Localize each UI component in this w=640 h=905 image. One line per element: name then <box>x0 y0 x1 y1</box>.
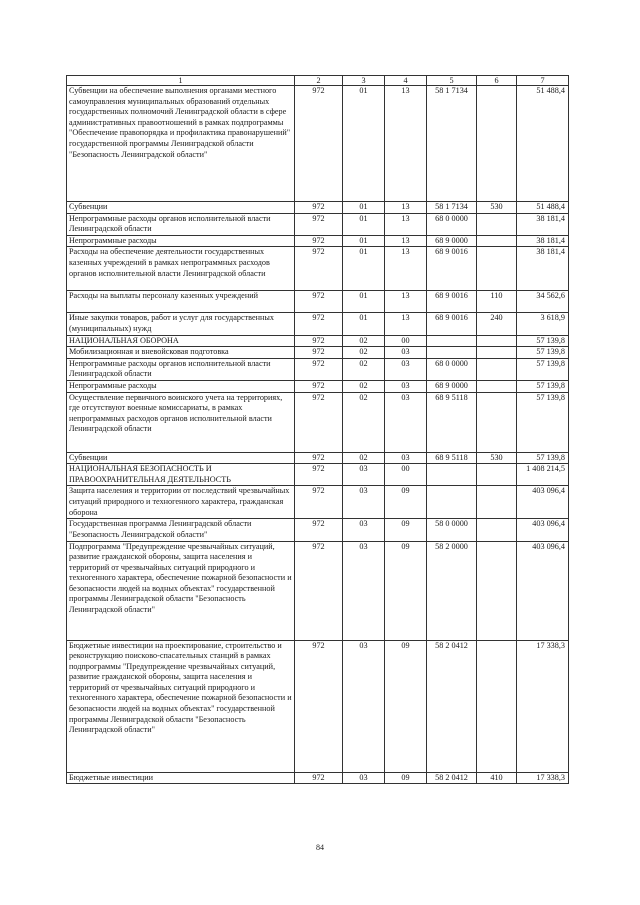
cell-name: Иные закупки товаров, работ и услуг для государственных (муниципальных) нужд <box>67 313 295 335</box>
table-row <box>67 358 569 380</box>
cell-section: 01 <box>343 235 385 247</box>
table-row <box>67 313 569 335</box>
cell-amount: 38 181,4 <box>517 235 569 247</box>
cell-subsection: 03 <box>385 358 427 380</box>
cell-subsection: 09 <box>385 519 427 541</box>
cell-admin-code: 972 <box>295 247 343 291</box>
cell-admin-code: 972 <box>295 486 343 519</box>
cell-section: 03 <box>343 464 385 486</box>
table-row <box>67 519 569 541</box>
cell-expense-type: 530 <box>477 452 517 464</box>
header-col-6: 6 <box>477 76 517 86</box>
cell-target-article: 58 2 0412 <box>427 772 477 784</box>
cell-subsection: 09 <box>385 486 427 519</box>
header-col-5: 5 <box>427 76 477 86</box>
cell-expense-type <box>477 247 517 291</box>
cell-amount: 57 139,8 <box>517 452 569 464</box>
cell-admin-code: 972 <box>295 541 343 640</box>
cell-expense-type <box>477 358 517 380</box>
budget-table <box>66 75 569 784</box>
cell-expense-type: 530 <box>477 202 517 214</box>
cell-amount: 1 408 214,5 <box>517 464 569 486</box>
cell-name: Расходы на обеспечение деятельности государственных казенных учреждений в рамках непрограммных расходов органов исполнительной власти Ленинградской области <box>67 247 295 291</box>
cell-amount: 57 139,8 <box>517 358 569 380</box>
header-col-1: 1 <box>67 76 295 86</box>
cell-amount: 403 096,4 <box>517 486 569 519</box>
table-row <box>67 247 569 291</box>
cell-target-article <box>427 464 477 486</box>
cell-expense-type <box>477 380 517 392</box>
cell-name: НАЦИОНАЛЬНАЯ ОБОРОНА <box>67 335 295 347</box>
cell-target-article: 58 1 7134 <box>427 202 477 214</box>
cell-target-article <box>427 486 477 519</box>
cell-target-article: 68 0 0000 <box>427 358 477 380</box>
cell-name: Непрограммные расходы <box>67 380 295 392</box>
cell-subsection: 13 <box>385 291 427 313</box>
cell-admin-code: 972 <box>295 86 343 202</box>
cell-admin-code: 972 <box>295 772 343 784</box>
cell-subsection: 03 <box>385 392 427 452</box>
cell-amount: 403 096,4 <box>517 541 569 640</box>
cell-section: 01 <box>343 291 385 313</box>
cell-expense-type: 240 <box>477 313 517 335</box>
cell-target-article: 58 2 0000 <box>427 541 477 640</box>
cell-amount: 57 139,8 <box>517 347 569 359</box>
cell-subsection: 03 <box>385 380 427 392</box>
cell-target-article: 68 9 5118 <box>427 452 477 464</box>
table-row <box>67 380 569 392</box>
cell-admin-code: 972 <box>295 519 343 541</box>
cell-name: Осуществление первичного воинского учета на территориях, где отсутствуют военные комиссариаты, в рамках непрограммных расходов органов исполнительной власти Ленинградской области <box>67 392 295 452</box>
cell-expense-type <box>477 213 517 235</box>
cell-name: Непрограммные расходы <box>67 235 295 247</box>
budget-table-sheet <box>66 75 568 784</box>
cell-name: Субвенции на обеспечение выполнения органами местного самоуправления муниципальных образований отдельных государственных полномочий Ленинградской области в сфере административных правоотношений в рамках подпрограммы "Обеспечение правопорядка и профилактика правонарушений" государственной программы Ленинградской области "Безопасность Ленинградской области" <box>67 86 295 202</box>
cell-section: 02 <box>343 392 385 452</box>
cell-target-article: 68 9 5118 <box>427 392 477 452</box>
cell-subsection: 00 <box>385 335 427 347</box>
cell-subsection: 03 <box>385 452 427 464</box>
cell-expense-type <box>477 486 517 519</box>
cell-section: 03 <box>343 486 385 519</box>
cell-section: 02 <box>343 347 385 359</box>
cell-target-article: 68 9 0000 <box>427 235 477 247</box>
cell-target-article: 68 9 0000 <box>427 380 477 392</box>
cell-expense-type <box>477 519 517 541</box>
table-row <box>67 347 569 359</box>
table-row <box>67 291 569 313</box>
cell-amount: 57 139,8 <box>517 335 569 347</box>
cell-target-article: 68 9 0016 <box>427 291 477 313</box>
header-col-7: 7 <box>517 76 569 86</box>
cell-name: Подпрограмма "Предупреждение чрезвычайных ситуаций, развитие гражданской обороны, защита населения и территорий от чрезвычайных ситуаций природного и техногенного характера, обеспечение пожарной безопасности и безопасности людей на водных объектах" государственной программы Ленинградской области "Безопасность Ленинградской области" <box>67 541 295 640</box>
cell-expense-type <box>477 235 517 247</box>
cell-admin-code: 972 <box>295 640 343 772</box>
cell-admin-code: 972 <box>295 464 343 486</box>
cell-section: 02 <box>343 335 385 347</box>
cell-amount: 51 488,4 <box>517 86 569 202</box>
cell-name: Мобилизационная и вневойсковая подготовка <box>67 347 295 359</box>
cell-subsection: 13 <box>385 313 427 335</box>
cell-amount: 3 618,9 <box>517 313 569 335</box>
cell-amount: 38 181,4 <box>517 213 569 235</box>
cell-amount: 17 338,3 <box>517 772 569 784</box>
cell-amount: 57 139,8 <box>517 392 569 452</box>
table-row <box>67 202 569 214</box>
cell-section: 01 <box>343 202 385 214</box>
cell-section: 01 <box>343 213 385 235</box>
cell-subsection: 13 <box>385 235 427 247</box>
table-row <box>67 335 569 347</box>
cell-target-article: 58 0 0000 <box>427 519 477 541</box>
cell-subsection: 03 <box>385 347 427 359</box>
cell-subsection: 13 <box>385 86 427 202</box>
cell-section: 03 <box>343 772 385 784</box>
cell-expense-type: 410 <box>477 772 517 784</box>
cell-name: Субвенции <box>67 202 295 214</box>
table-row <box>67 86 569 202</box>
cell-name: Расходы на выплаты персоналу казенных учреждений <box>67 291 295 313</box>
cell-section: 02 <box>343 452 385 464</box>
page-number: 84 <box>316 843 324 852</box>
cell-admin-code: 972 <box>295 291 343 313</box>
table-row <box>67 486 569 519</box>
cell-expense-type <box>477 464 517 486</box>
table-row <box>67 464 569 486</box>
cell-target-article: 68 9 0016 <box>427 313 477 335</box>
cell-target-article <box>427 335 477 347</box>
cell-admin-code: 972 <box>295 235 343 247</box>
header-col-4: 4 <box>385 76 427 86</box>
cell-admin-code: 972 <box>295 347 343 359</box>
table-row <box>67 452 569 464</box>
cell-name: Государственная программа Ленинградской области "Безопасность Ленинградской области" <box>67 519 295 541</box>
cell-target-article: 58 1 7134 <box>427 86 477 202</box>
cell-amount: 51 488,4 <box>517 202 569 214</box>
cell-section: 03 <box>343 640 385 772</box>
table-row <box>67 640 569 772</box>
table-body <box>67 86 569 784</box>
cell-name: Непрограммные расходы органов исполнительной власти Ленинградской области <box>67 213 295 235</box>
cell-expense-type <box>477 392 517 452</box>
cell-expense-type <box>477 640 517 772</box>
cell-amount: 403 096,4 <box>517 519 569 541</box>
cell-amount: 34 562,6 <box>517 291 569 313</box>
cell-expense-type: 110 <box>477 291 517 313</box>
table-row <box>67 392 569 452</box>
cell-name: Субвенции <box>67 452 295 464</box>
cell-expense-type <box>477 335 517 347</box>
cell-target-article: 68 9 0016 <box>427 247 477 291</box>
cell-section: 01 <box>343 313 385 335</box>
cell-expense-type <box>477 86 517 202</box>
header-col-2: 2 <box>295 76 343 86</box>
cell-amount: 17 338,3 <box>517 640 569 772</box>
cell-section: 02 <box>343 380 385 392</box>
cell-section: 03 <box>343 519 385 541</box>
cell-subsection: 09 <box>385 541 427 640</box>
cell-amount: 38 181,4 <box>517 247 569 291</box>
cell-target-article: 68 0 0000 <box>427 213 477 235</box>
cell-subsection: 13 <box>385 247 427 291</box>
table-row <box>67 772 569 784</box>
cell-subsection: 13 <box>385 202 427 214</box>
cell-name: Бюджетные инвестиции <box>67 772 295 784</box>
cell-expense-type <box>477 541 517 640</box>
cell-subsection: 00 <box>385 464 427 486</box>
cell-admin-code: 972 <box>295 358 343 380</box>
cell-name: Защита населения и территории от последствий чрезвычайных ситуаций природного и техногенного характера, гражданская оборона <box>67 486 295 519</box>
cell-section: 02 <box>343 358 385 380</box>
cell-name: Бюджетные инвестиции на проектирование, строительство и реконструкцию поисково-спасательных станций в рамках подпрограммы "Предупреждение чрезвычайных ситуаций, развитие гражданской обороны, защита населения и территорий от чрезвычайных ситуаций природного и техногенного характера, обеспечение пожарной безопасности и безопасности людей на водных объектах" государственной программы Ленинградской области "Безопасность Ленинградской области" <box>67 640 295 772</box>
cell-admin-code: 972 <box>295 335 343 347</box>
cell-section: 03 <box>343 541 385 640</box>
cell-subsection: 13 <box>385 213 427 235</box>
cell-admin-code: 972 <box>295 213 343 235</box>
cell-admin-code: 972 <box>295 452 343 464</box>
table-row <box>67 235 569 247</box>
cell-name: НАЦИОНАЛЬНАЯ БЕЗОПАСНОСТЬ И ПРАВООХРАНИТЕЛЬНАЯ ДЕЯТЕЛЬНОСТЬ <box>67 464 295 486</box>
table-row <box>67 541 569 640</box>
cell-target-article: 58 2 0412 <box>427 640 477 772</box>
cell-name: Непрограммные расходы органов исполнительной власти Ленинградской области <box>67 358 295 380</box>
cell-target-article <box>427 347 477 359</box>
table-header-row <box>67 76 569 86</box>
cell-subsection: 09 <box>385 640 427 772</box>
cell-admin-code: 972 <box>295 202 343 214</box>
header-col-3: 3 <box>343 76 385 86</box>
cell-admin-code: 972 <box>295 313 343 335</box>
cell-admin-code: 972 <box>295 392 343 452</box>
cell-subsection: 09 <box>385 772 427 784</box>
cell-amount: 57 139,8 <box>517 380 569 392</box>
table-row <box>67 213 569 235</box>
cell-section: 01 <box>343 86 385 202</box>
cell-section: 01 <box>343 247 385 291</box>
cell-admin-code: 972 <box>295 380 343 392</box>
cell-expense-type <box>477 347 517 359</box>
